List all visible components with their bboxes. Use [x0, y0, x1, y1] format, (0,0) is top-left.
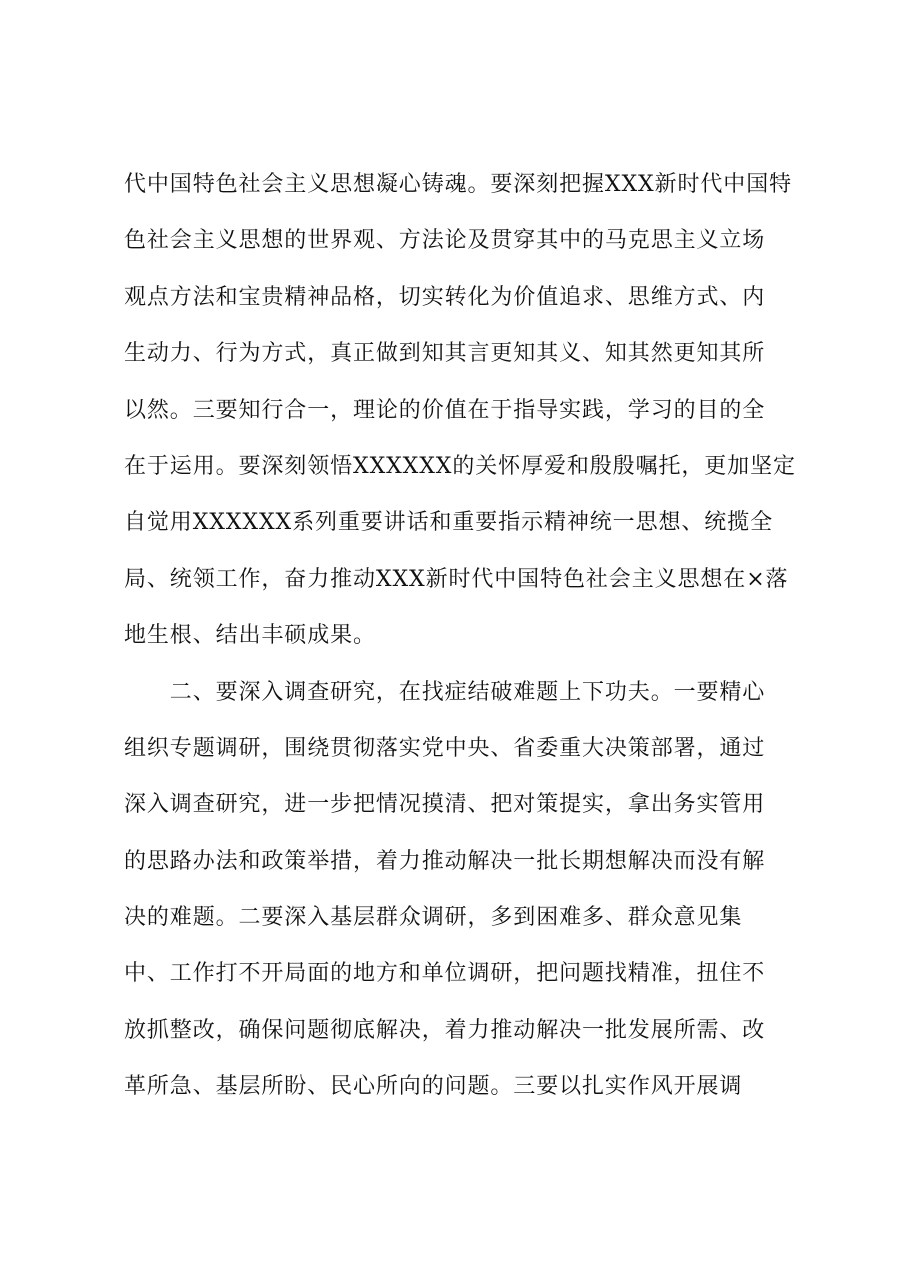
- text-line: 深入调查研究，进一步把情况摸清、把对策提实，拿出务实管用: [124, 792, 766, 818]
- text-line: 革所急、基层所盼、民心所向的问题。三要以扎实作风开展调: [124, 1074, 743, 1100]
- text-line: 决的难题。二要深入基层群众调研，多到困难多、群众意见集: [124, 905, 743, 931]
- text-line: 组织专题调研，围绕贯彻落实党中央、省委重大决策部署，通过: [124, 735, 766, 761]
- body-text: [124, 157, 824, 1116]
- text-line: 观点方法和宝贵精神品格，切实转化为价值追求、思维方式、内: [124, 284, 766, 310]
- text-line: 在于运用。要深刻领悟XXXXXX的关怀厚爱和殷殷嘱托，更加坚定: [124, 453, 796, 479]
- text-line: 代中国特色社会主义思想凝心铸魂。要深刻把握XXX新时代中国特: [124, 172, 792, 197]
- text-line: 生动力、行为方式，真正做到知其言更知其义、知其然更知其所: [124, 341, 766, 367]
- text-line: 的思路办法和政策举措，着力推动解决一批长期想解决而没有解: [124, 848, 766, 874]
- text-line: 放抓整改，确保问题彻底解决，着力推动解决一批发展所需、改: [124, 1017, 766, 1043]
- text-line: 地生根、结出丰硕成果。: [124, 623, 376, 649]
- text-line: 局、统领工作，奋力推动XXX新时代中国特色社会主义思想在×落: [124, 566, 789, 592]
- text-line: 色社会主义思想的世界观、方法论及贯穿其中的马克思主义立场: [124, 228, 766, 254]
- text-line: 以然。三要知行合一，理论的价值在于指导实践，学习的目的全: [124, 397, 766, 423]
- text-line: 二、要深入调查研究，在找症结破难题上下功夫。一要精心: [124, 679, 766, 705]
- text-line: 中、工作打不开局面的地方和单位调研，把问题找精准，扭住不: [124, 961, 766, 987]
- text-line: 自觉用XXXXXX系列重要讲话和重要指示精神统一思想、统揽全: [124, 510, 773, 536]
